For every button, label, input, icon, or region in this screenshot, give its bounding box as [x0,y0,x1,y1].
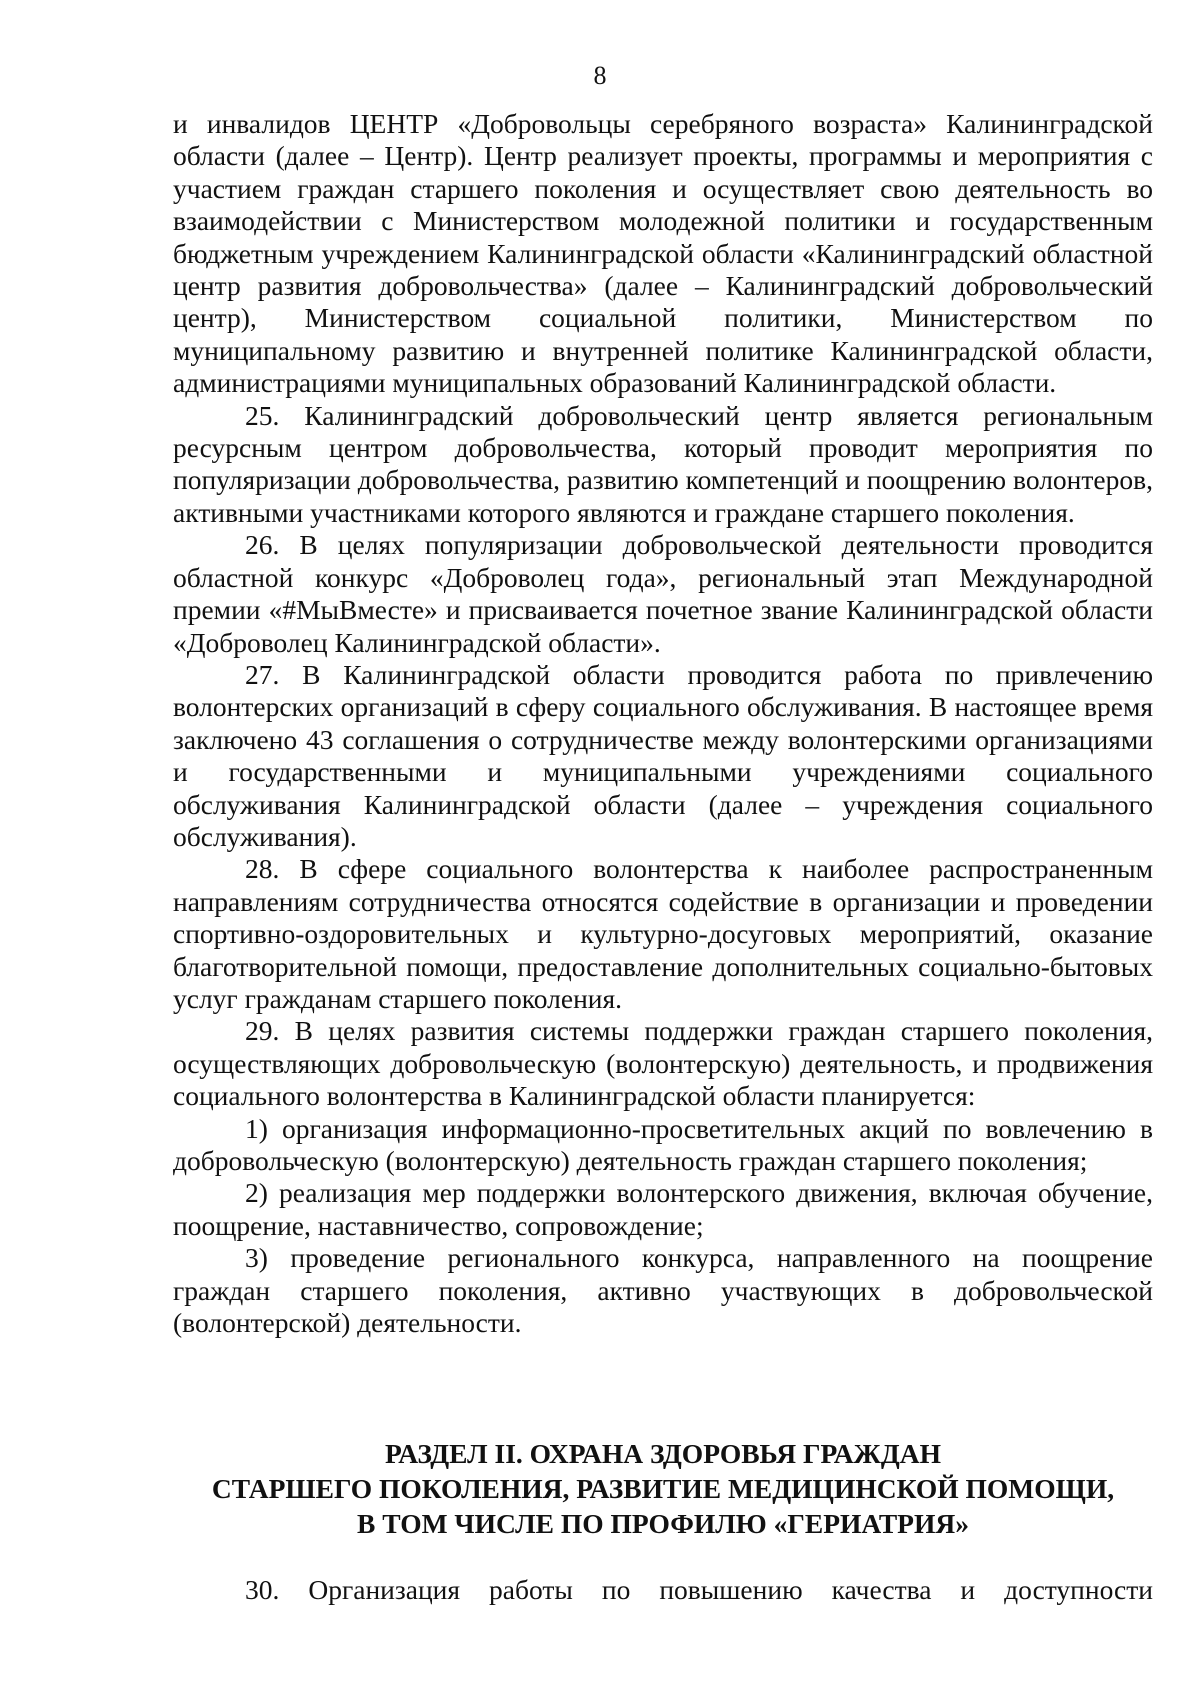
section-heading-line-1: РАЗДЕЛ II. ОХРАНА ЗДОРОВЬЯ ГРАЖДАН [384,1438,942,1469]
paragraph-29: 29. В целях развития системы поддержки граждан старшего поколения, осуществляющих добровольческую (волонтерскую) деятельность, и продвижения социального волонтерства в Калининградской области планируется: [173,1015,1153,1112]
paragraph-28: 28. В сфере социального волонтерства к наиболее распространенным направлениям сотрудничества относятся содействие в организации и проведении спортивно-оздоровительных и культурно-досуговых мероприятий, оказание благотворительной помощи, предоставление дополнительных социально-бытовых услуг гражданам старшего поколения. [173,853,1153,1014]
paragraph-29-item-1: 1) организация информационно-просветительных акций по вовлечению в добровольческую (волонтерскую) деятельность граждан старшего поколения; [173,1112,1153,1176]
section-heading-line-3: В ТОМ ЧИСЛЕ ПО ПРОФИЛЮ «ГЕРИАТРИЯ» [357,1508,969,1539]
paragraph-30-start-block [173,1574,1153,1606]
paragraph-26: 26. В целях популяризации добровольческой деятельности проводится областной конкурс «Доброволец года», региональный этап Международной премии «#МыВместе» и присваивается почетное звание Калининградской области «Доброволец Калининградской области». [173,529,1153,658]
paragraph-30-start: 30. Организация работы по повышению качества и доступности [245,1574,1153,1605]
paragraph-25: 25. Калининградский добровольческий центр является региональным ресурсным центром добровольчества, который проводит мероприятия по популяризации добровольчества, развитию компетенций и поощрению волонтеров, активными участниками которого являются и граждане старшего поколения. [173,399,1153,528]
paragraph-29-item-2: 2) реализация мер поддержки волонтерского движения, включая обучение, поощрение, наставничество, сопровождение; [173,1177,1153,1241]
document-body [173,108,1153,1339]
page-number: 8 [593,61,607,90]
paragraph-intro: и инвалидов ЦЕНТР «Добровольцы серебряного возраста» Калининградской области (далее – Центр). Центр реализует проекты, программы и мероприятия с участием граждан старшего поколения и осуществляет свою деятельность во взаимодействии с Министерством молодежной политики и государственным бюджетным учреждением Калининградской области «Калининградский областной центр развития добровольчества» (далее – Калининградский добровольческий центр), Министерством социальной политики, Министерством по муниципальному развитию и внутренней политике Калининградской области, администрациями муниципальных образований Калининградской области. [173,108,1153,399]
section-heading [173,1436,1153,1541]
paragraph-27: 27. В Калининградской области проводится работа по привлечению волонтерских организаций в сферу социального обслуживания. В настоящее время заключено 43 соглашения о сотрудничестве между волонтерскими организациями и государственными и муниципальными учреждениями социального обслуживания Калининградской области (далее – учреждения социального обслуживания). [173,658,1153,852]
paragraph-29-item-3: 3) проведение регионального конкурса, направленного на поощрение граждан старшего поколения, активно участвующих в добровольческой (волонтерской) деятельности. [173,1242,1153,1339]
section-heading-line-2: СТАРШЕГО ПОКОЛЕНИЯ, РАЗВИТИЕ МЕДИЦИНСКОЙ ПОМОЩИ, [211,1473,1115,1504]
